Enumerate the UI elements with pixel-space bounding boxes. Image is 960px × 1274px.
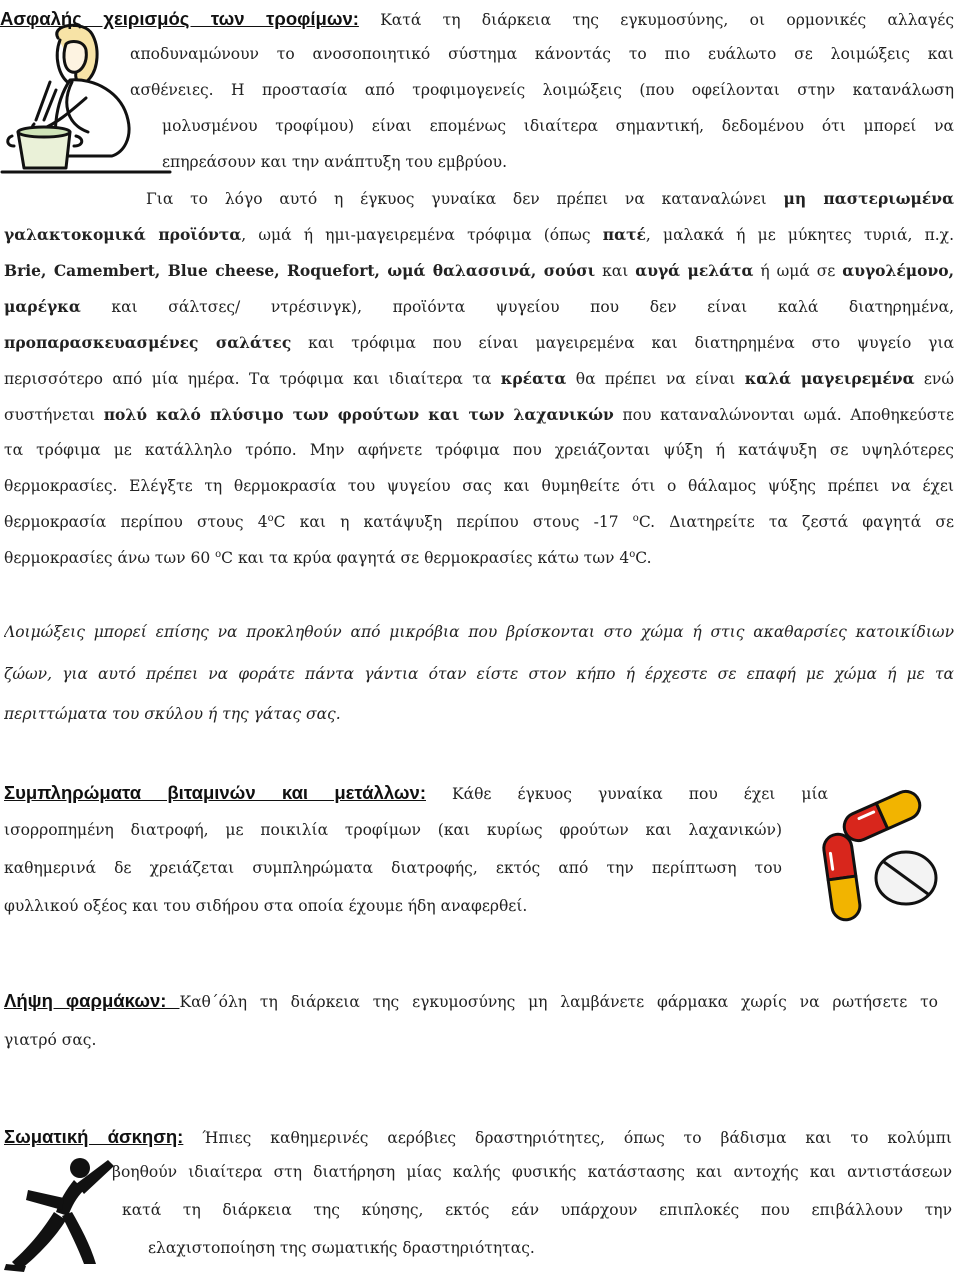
food-safety-p2-line-9: θερμοκρασίες. Ελέγξτε τη θερμοκρασία του ψυγείου σας και θυμηθείτε ότι ο θάλαμος ψύξης πρέπει να έχει xyxy=(4,477,954,495)
exercise-line-3: κατά τη διάρκεια της κύησης, εκτός εάν υπάρχουν επιπλοκές που επιβάλλουν την xyxy=(122,1201,952,1219)
food-safety-p2-line-1: Για το λόγο αυτό η έγκυος γυναίκα δεν πρέπει να καταναλώνει μη παστεριωμένα xyxy=(146,189,954,208)
food-safety-p3-line-3: περιττώματα του σκύλου ή της γάτας σας. xyxy=(4,705,341,723)
food-safety-p2-line-2: γαλακτοκομικά προϊόντα, ωμά ή ημι-μαγειρεμένα τρόφιμα (όπως πατέ, μαλακά ή με μύκητες τυριά, π.χ. xyxy=(4,225,954,244)
food-safety-p2-line-3: Brie, Camembert, Blue cheese, Roquefort, ωμά θαλασσινά, σούσι και αυγά μελάτα ή ωμά σε αυγολέμονο, xyxy=(4,261,954,280)
food-safety-p3-line-1: Λοιμώξεις μπορεί επίσης να προκληθούν από μικρόβια που βρίσκονται στο χώμα ή στις ακαθαρσίες κατοικίδιων xyxy=(4,623,954,641)
food-safety-p2-line-4: μαρέγκα και σάλτσες/ ντρέσινγκ), προϊόντα ψυγείου που δεν είναι καλά διατηρημένα, xyxy=(4,297,954,316)
keyword-pate: πατέ xyxy=(602,225,646,244)
food-safety-line-3: ασθένειες. Η προστασία από τροφιμογενείς λοιμώξεις (που οφείλονται στην κατανάλωση xyxy=(130,81,954,99)
food-safety-line-2: αποδυναμώνουν το ανοσοποιητικό σύστημα κάνοντάς το πιο ευάλωτο σε λοιμώξεις και xyxy=(130,45,954,63)
exercise-heading: Σωματική άσκηση: xyxy=(4,1126,184,1147)
keyword-meringue: μαρέγκα xyxy=(4,297,81,316)
food-safety-text: Κατά τη διάρκεια της εγκυμοσύνης, οι ορμονικές αλλαγές xyxy=(380,11,954,29)
food-safety-p3-line-2: ζώων, για αυτό πρέπει να φοράτε πάντα γάντια όταν είστε στον κήπο ή έρχεστε σε επαφή με χώμα ή με τα xyxy=(4,665,954,683)
keyword-dairy: γαλακτοκομικά προϊόντα xyxy=(4,225,242,244)
keyword-meats: κρέατα xyxy=(500,369,567,388)
supplements-line-2: ισορροπημένη διατροφή, με ποικιλία τροφίμων (και κυρίως φρούτων και λαχανικών) xyxy=(4,821,782,839)
food-safety-line-1 xyxy=(0,0,954,37)
supplements-line-1: Συμπληρώματα βιταμινών και μετάλλων: Κάθε έγκυος γυναίκα που έχει μία xyxy=(4,782,828,803)
keyword-avgolemono: αυγολέμονο, xyxy=(842,261,954,280)
exercise-line-2: βοηθούν ιδιαίτερα στη διατήρηση μίας καλής φυσικής κατάστασης και αντοχής και αντιστάσεων xyxy=(112,1163,952,1181)
keyword-washing: πολύ καλό πλύσιμο των φρούτων και των λαχανικών xyxy=(103,405,614,424)
exercise-line-1: Σωματική άσκηση: Ήπιες καθημερινές αερόβιες δραστηριότητες, όπως το βάδισμα και το κολύμπι xyxy=(4,1126,952,1147)
supplements-line-4: φυλλικού οξέος και του σιδήρου στα οποία έχουμε ήδη αναφερθεί. xyxy=(4,897,528,915)
medication-heading: Λήψη φαρμάκων: xyxy=(4,990,180,1011)
pills-icon xyxy=(800,782,950,922)
keyword-soft-eggs: αυγά μελάτα xyxy=(635,261,754,280)
food-safety-p2-line-7: συστήνεται πολύ καλό πλύσιμο των φρούτων και των λαχανικών που καταναλώνονται ωμά. Αποθηκεύστε xyxy=(4,405,954,424)
keyword-unpasteurized: μη παστεριωμένα xyxy=(783,189,954,208)
food-safety-p2-line-11: θερμοκρασίες άνω των 60 $^o$C και τα κρύα φαγητά σε θερμοκρασίες κάτω των $4^oC$. xyxy=(4,548,652,567)
keyword-well-cooked: καλά μαγειρεμένα xyxy=(744,369,915,388)
exercise-icon xyxy=(4,1154,124,1272)
food-safety-p2-line-6: περισσότερο από μία ημέρα. Τα τρόφιμα και ιδιαίτερα τα κρέατα θα πρέπει να είναι καλά μαγειρεμένα ενώ xyxy=(4,369,954,388)
exercise-line-4: ελαχιστοποίηση της σωματικής δραστηριότητας. xyxy=(148,1239,535,1257)
food-safety-p2-line-8: τα τρόφιμα με κατάλληλο τρόπο. Μην αφήνετε τρόφιμα που χρειάζονται ψύξη ή κατάψυξη σε υψηλότερες xyxy=(4,441,954,459)
food-safety-p2-line-5: προπαρασκευασμένες σαλάτες και τρόφιμα που είναι μαγειρεμένα και διατηρημένα στο ψυγείο για xyxy=(4,333,954,352)
supplements-line-3: καθημερινά δε χρειάζεται συμπληρώματα διατροφής, εκτός από την περίπτωση του xyxy=(4,859,782,877)
medication-line-1: Λήψη φαρμάκων: Καθ΄όλη τη διάρκεια της εγκυμοσύνης μη λαμβάνετε φάρμακα χωρίς να ρωτήσετε το xyxy=(4,990,938,1011)
food-safety-line-4: μολυσμένου τροφίμου) είναι επομένως ιδιαίτερα σημαντική, δεδομένου ότι μπορεί να xyxy=(162,117,954,135)
keyword-salads: προπαρασκευασμένες σαλάτες xyxy=(4,333,292,352)
food-safety-p2-line-10: θερμοκρασία περίπου στους $4^oC$ και η κατάψυξη περίπου στους -17 $^o$C. Διατηρείτε τα ζεστά φαγητά σε xyxy=(4,512,954,531)
supplements-heading: Συμπληρώματα βιταμινών και μετάλλων: xyxy=(4,782,426,803)
food-safety-heading: Ασφαλής χειρισμός των τροφίμων: xyxy=(0,8,359,29)
medication-line-2: γιατρό σας. xyxy=(4,1031,97,1049)
keyword-cheeses: Brie, Camembert, Blue cheese, Roquefort, ωμά θαλασσινά, σούσι xyxy=(4,261,596,280)
food-safety-line-5: επηρεάσουν και την ανάπτυξη του εμβρύου. xyxy=(162,153,507,171)
